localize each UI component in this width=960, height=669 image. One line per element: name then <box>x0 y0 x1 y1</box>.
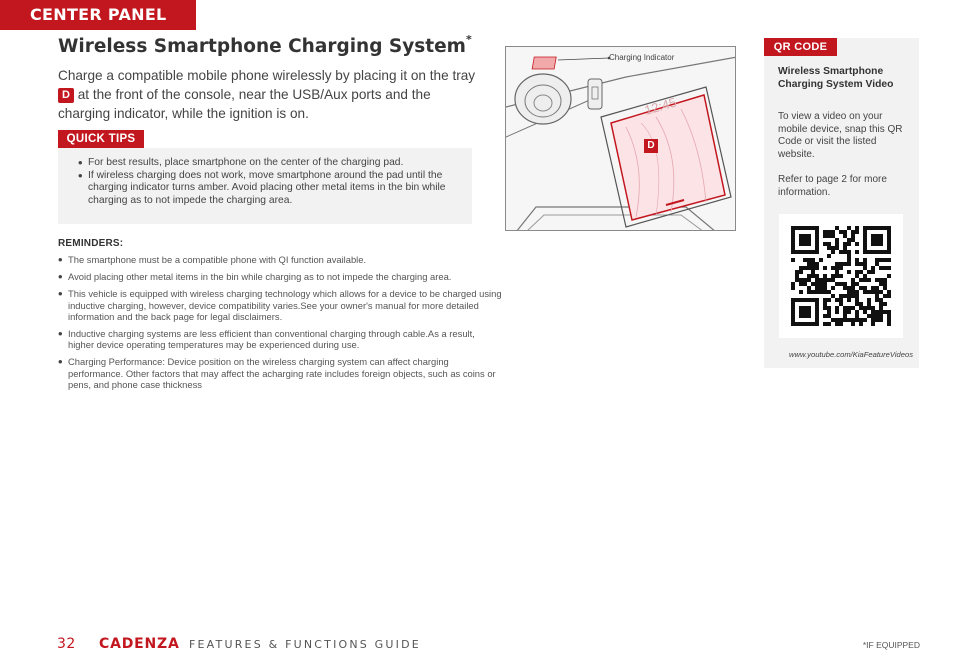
footer-guide-title: FEATURES & FUNCTIONS GUIDE <box>189 638 421 651</box>
callout-d-badge: D <box>58 88 74 103</box>
page-title-text: Wireless Smartphone Charging System <box>58 36 466 57</box>
reminders-title: REMINDERS: <box>58 238 124 249</box>
qr-video-title: Wireless Smartphone Charging System Video <box>778 66 894 90</box>
qr-instructions: To view a video on your mobile device, snap this QR Code or visit the listed website. <box>778 111 903 160</box>
video-url-link[interactable]: www.youtube.com/KiaFeatureVideos <box>789 350 913 359</box>
section-tab: CENTER PANEL <box>0 0 196 30</box>
qr-code-icon <box>791 226 891 326</box>
if-equipped-mark: * <box>465 33 472 46</box>
quick-tips-label: QUICK TIPS <box>58 130 144 148</box>
reminder-item: • Avoid placing other metal items in the bin while charging as to not impede the charging area. <box>58 271 502 282</box>
qr-code-image[interactable] <box>779 214 903 338</box>
reminders-list <box>58 254 502 390</box>
charging-indicator-label: Charging Indicator <box>609 53 675 62</box>
quick-tip-item: • For best results, place smartphone on the center of the charging pad. <box>78 157 462 170</box>
intro-text-before: Charge a compatible mobile phone wirelessly by placing it on the tray <box>58 68 476 83</box>
intro-text-after: at the front of the console, near the USB/Aux ports and the charging indicator, while the ignition is on. <box>58 87 431 121</box>
charging-indicator-light <box>532 57 556 69</box>
intro-paragraph <box>58 66 478 123</box>
qr-code-label: QR CODE <box>764 38 837 56</box>
reminder-item: • The smartphone must be a compatible phone with QI function available. <box>58 254 502 265</box>
footer-model-name: CADENZA <box>99 636 180 652</box>
phone-clock-text: 12:45 <box>642 94 679 118</box>
usb-port-icon <box>588 79 602 109</box>
console-drawing <box>506 47 736 231</box>
reminder-item: • Inductive charging systems are less efficient than conventional charging through cable.As a result, higher device operating temperatures may be experienced during use. <box>58 328 502 350</box>
reminders-section <box>58 238 502 396</box>
quick-tips-list <box>78 157 462 207</box>
page-title <box>58 33 472 57</box>
quick-tips-box <box>58 148 472 224</box>
charging-pad-illustration <box>505 46 736 231</box>
qr-page-reference: Refer to page 2 for more information. <box>778 174 887 198</box>
quick-tip-item: • If wireless charging does not work, move smartphone around the pad until the charging indicator turns amber. Avoid placing other metal items in the bin while charging as to not impede the charging area. <box>78 170 462 208</box>
reminder-item: • This vehicle is equipped with wireless charging technology which allows for a device to be charged using inductive charging, however, device compatibility varies.See your owner's manual for more detailed information and the back page for legal disclaimers. <box>58 288 502 322</box>
reminder-item: • Charging Performance: Device position on the wireless charging system can affect charging performance. Other factors that may affect the acharging rate includes foreign objects, such as coins or pens, and phone case thickness <box>58 356 502 390</box>
callout-d-marker: D <box>644 139 658 153</box>
footer-if-equipped-note: *IF EQUIPPED <box>862 640 920 650</box>
page-number: 32 <box>57 636 76 652</box>
